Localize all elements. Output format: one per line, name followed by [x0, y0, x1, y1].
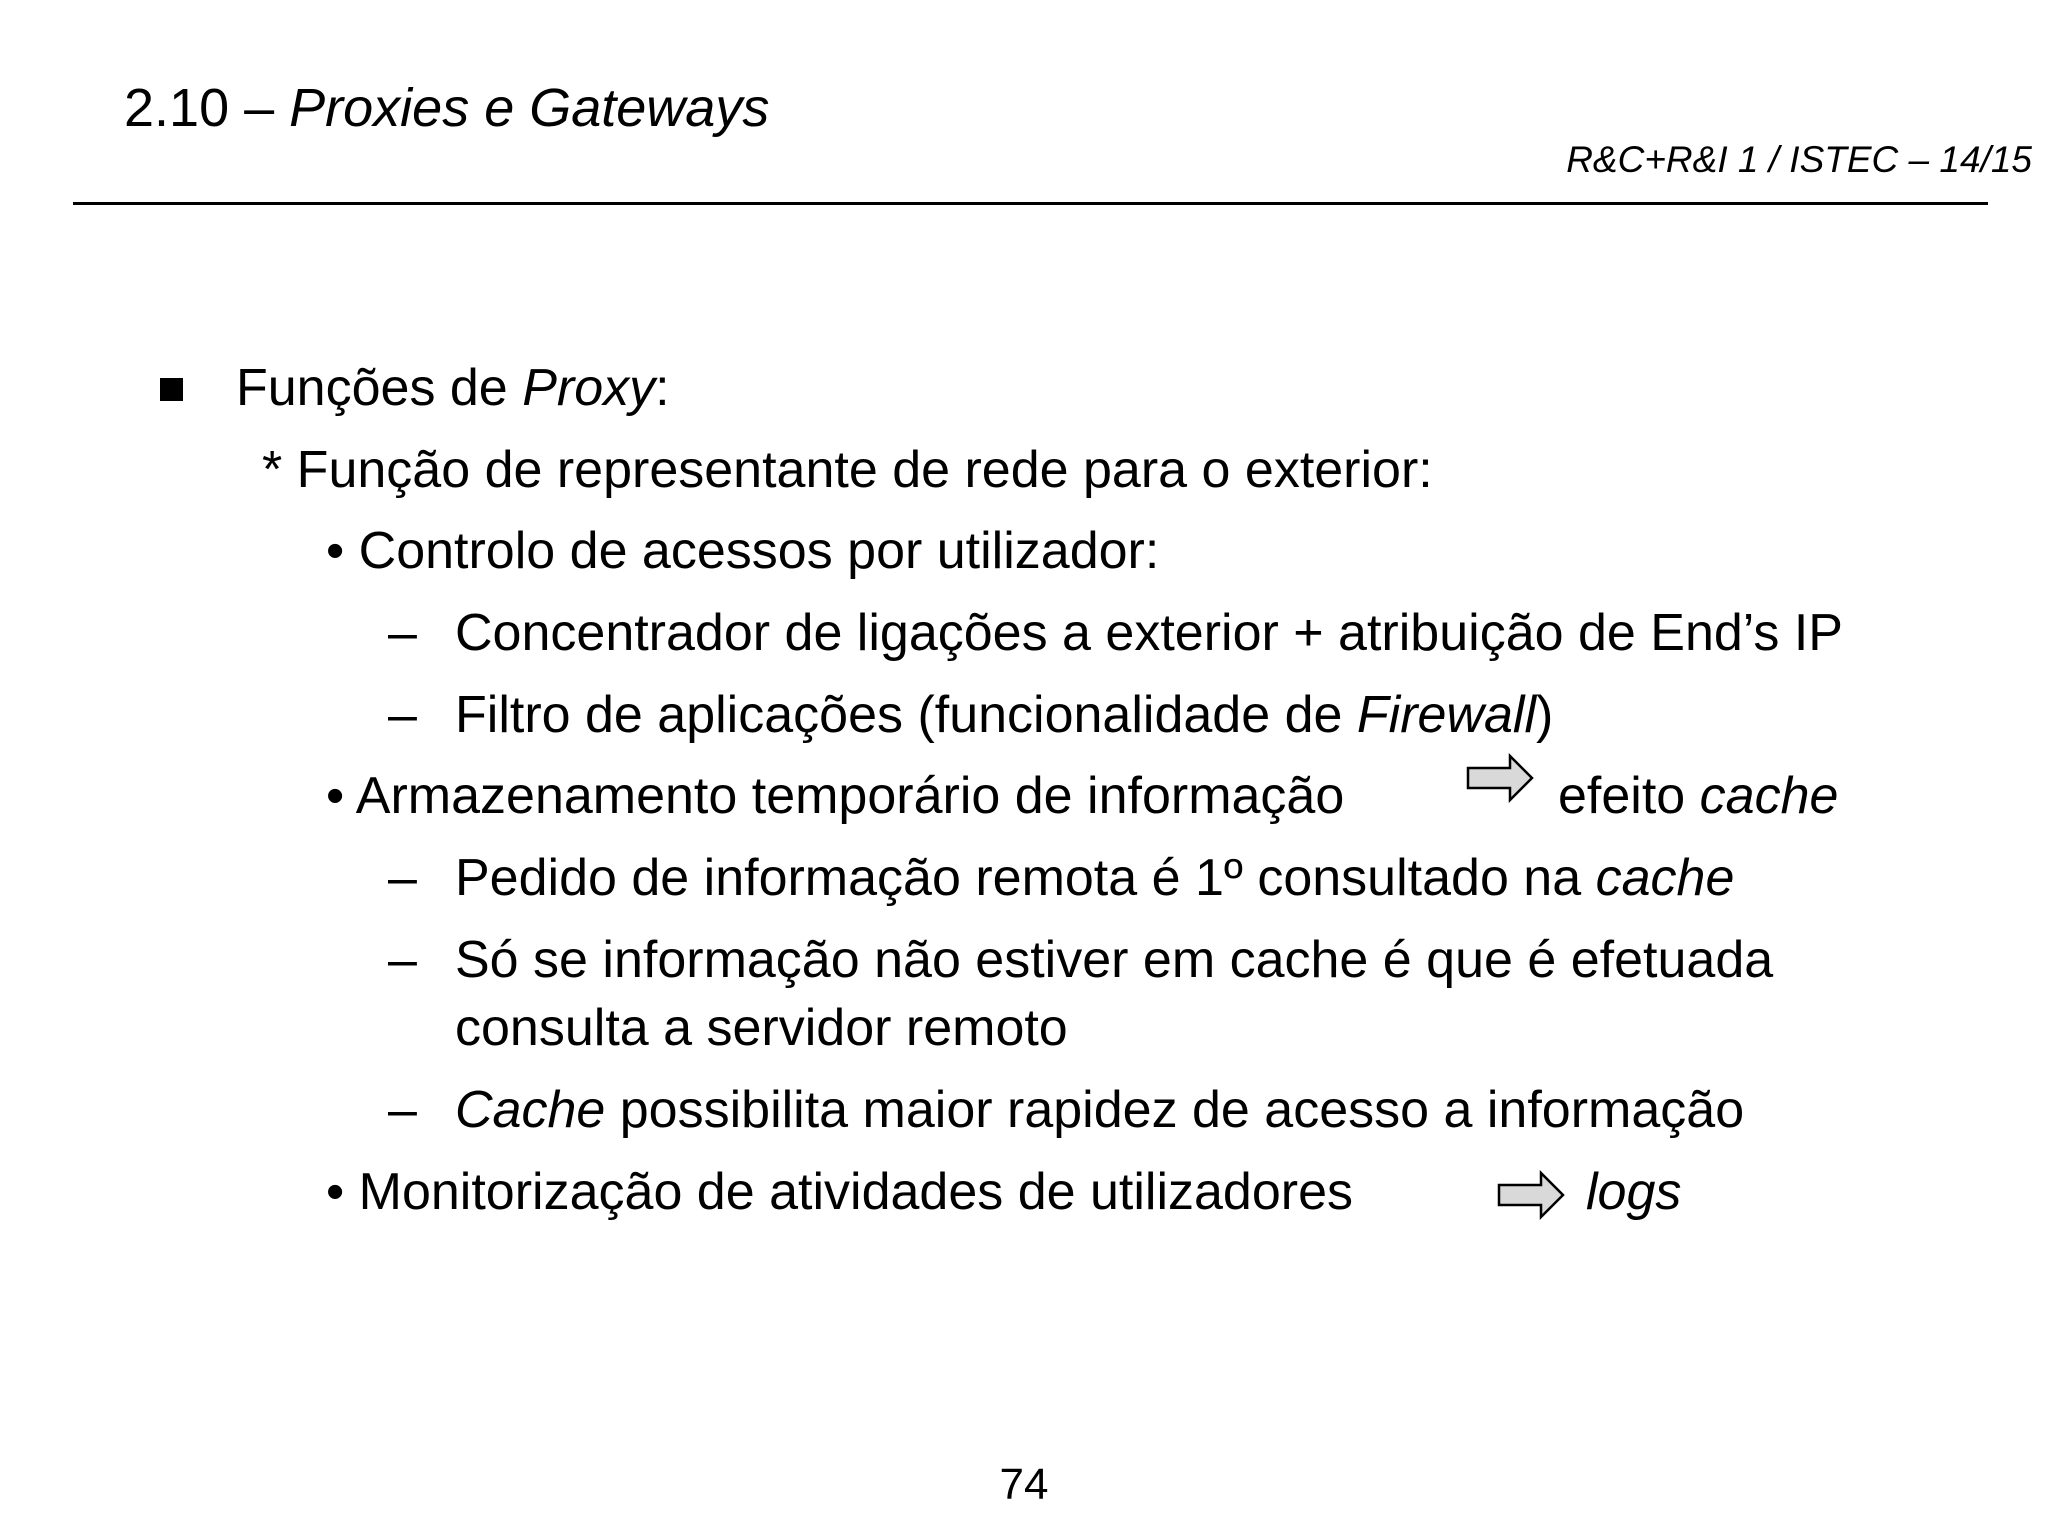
- header-divider: [73, 202, 1988, 205]
- dash-italic: Firewall: [1356, 686, 1537, 744]
- dash-item-remote-lookup: [388, 927, 417, 993]
- bullet-proxy-functions: [236, 355, 670, 421]
- section-title: Proxies e Gateways: [289, 78, 770, 138]
- right-arrow-icon: [1497, 1170, 1567, 1222]
- dash-text: possibilita maior rapidez de acesso a informação: [605, 1081, 1745, 1139]
- bullet-italic: Proxy: [522, 359, 656, 417]
- bullet-text: Funções de: [236, 359, 523, 417]
- sub-item-monitoring: • Monitorização de atividades de utilizadores: [326, 1163, 1353, 1221]
- dash-item-filter-text: [455, 682, 1553, 748]
- dash-item-cache-speed-text: [455, 1077, 1744, 1143]
- dash-marker: –: [388, 931, 417, 989]
- page-number: 74: [999, 1460, 1049, 1509]
- dash-italic: Cache: [455, 1081, 606, 1139]
- dash-item-concentrator-text: Concentrador de ligações a exterior + atribuição de End’s IP: [455, 604, 1843, 662]
- dash-item-request: [388, 845, 417, 911]
- dash-item-request-text: [455, 845, 1734, 911]
- dash-item-remote-lookup-text: Só se informação não estiver em cache é que é efetuada: [455, 931, 1774, 989]
- sub-item-access-control: • Controlo de acessos por utilizador:: [326, 522, 1160, 580]
- dash-item-cache-speed: [388, 1077, 417, 1143]
- cache-effect-text: efeito: [1558, 767, 1700, 825]
- dash-item-concentrator: [388, 600, 417, 666]
- bullet-tail: :: [655, 359, 670, 417]
- dash-text: Filtro de aplicações (funcionalidade de: [455, 686, 1357, 744]
- dash-item-remote-lookup-continuation: consulta a servidor remoto: [455, 999, 1068, 1057]
- right-arrow-icon: [1466, 753, 1536, 805]
- dash-marker: –: [388, 604, 417, 662]
- section-number: 2.10 –: [124, 78, 290, 138]
- dash-item-filter: [388, 682, 417, 748]
- dash-marker: –: [388, 1081, 417, 1139]
- dash-marker: –: [388, 849, 417, 907]
- course-label: R&C+R&I 1 / ISTEC – 14/15: [1566, 139, 2032, 180]
- dash-italic: cache: [1595, 849, 1735, 907]
- dash-marker: –: [388, 686, 417, 744]
- cache-effect-italic: cache: [1699, 767, 1839, 825]
- sub-item-temporary-storage: • Armazenamento temporário de informação: [326, 767, 1345, 825]
- square-bullet-icon: [160, 378, 183, 401]
- slide-title: [124, 73, 769, 143]
- sub-item-cache-effect: [1558, 763, 1838, 829]
- sub-item-network-representative: * Função de representante de rede para o exterior:: [262, 441, 1433, 499]
- dash-text: Pedido de informação remota é 1º consultado na: [455, 849, 1596, 907]
- dash-tail: ): [1536, 686, 1554, 744]
- sub-item-logs: logs: [1586, 1163, 1682, 1221]
